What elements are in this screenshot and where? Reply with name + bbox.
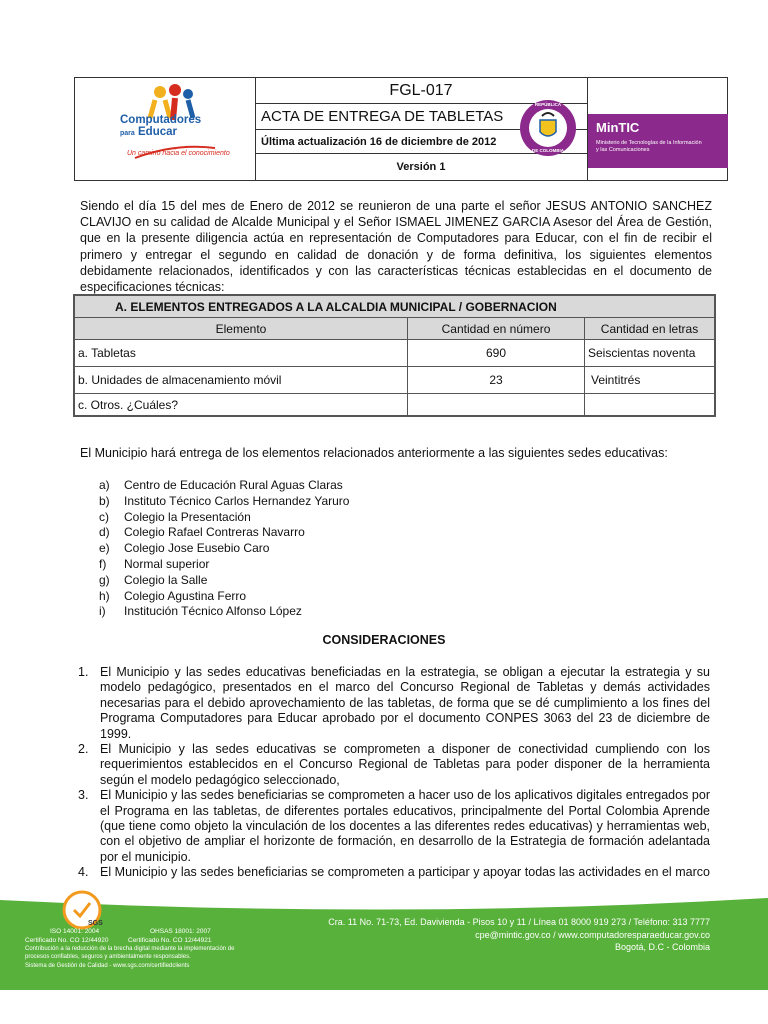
iso-label: ISO 14001: 2004 [50,928,100,935]
list-text: Colegio la Presentación [124,509,251,524]
seal-text-top: REPÚBLICA [534,102,562,107]
mintic-sub1: Ministerio de Tecnologías de la Información [596,140,702,146]
table-cell: c. Otros. ¿Cuáles? [75,394,408,415]
list-marker: a) [99,478,110,492]
mintic-brand: MinTIC [596,120,640,135]
sgs-label: SGS [88,920,103,927]
list-text: Centro de Educación Rural Aguas Claras [124,478,343,492]
computadores-para-educar-logo [75,78,256,180]
table-cell: Veintitrés [591,373,641,387]
logo-text-line2: Educar [138,126,177,138]
list-item [78,665,710,742]
list-marker: i) [99,604,106,619]
document-header [74,77,728,181]
list-item [99,541,349,557]
list-item [78,742,710,788]
list-marker: c) [99,509,109,524]
cert-1: Certificado No. CO 12/44920 [25,937,109,944]
logo-text-line1: Computadores [120,114,202,126]
list-item [99,573,349,589]
list-text: Colegio Agustina Ferro [124,588,247,603]
item-text: El Municipio y las sedes beneficiarias se comprometen a hacer uso de los aplicativos digitales entregados por el Programa en las tabletas, de diferentes portales educativos, principalmente del Portal Colombia Aprende (que tiene como objeto la vinculación de los docentes a las diferentes redes educativas) y herramientas web, con el objetivo de ampliar el horizonte de formación, en desarrollo de la Estrategia de formación adelantada por el municipio. [100,788,710,864]
list-item [78,788,710,865]
column-header: Elemento [75,318,408,339]
footer-address: Cra. 11 No. 71-73, Ed. Davivienda - Pisos 10 y 11 / Línea 01 8000 919 273 / Teléfono: 313 7777 [328,917,710,927]
logo-slogan: Un camino hacia el conocimiento [127,150,230,157]
table-row [75,394,714,415]
item-text: El Municipio y las sedes educativas beneficiadas en la estrategia, se obligan a ejecutar la estrategia y su modelo pedagógico, presentados en el marco del Concurso Regional de Tabletas y demás actividades necesarias para el debido aprovechamiento de las tabletas, de forma que se dé cumplimiento a los fines del Programa Computadores para Educar aprobado por el documento CONPES 3063 del 23 de diciembre de 1999. [100,665,710,741]
list-marker: e) [99,541,110,556]
item-number: 3. [78,788,89,803]
table-title: A. ELEMENTOS ENTREGADOS A LA ALCALDIA MUNICIPAL / GOBERNACION [115,299,557,314]
list-marker: b) [99,493,110,508]
page-footer [0,880,768,990]
logo-text-small: para [120,130,135,137]
seal-text-bottom: DE COLOMBIA [532,148,564,153]
item-text: El Municipio y las sedes educativas se comprometen a disponer de conectividad cumpliendo con los requerimientos establecidos en el Concurso Regional de Tabletas para poder disponer de la herramienta según el modelo pedagógico seleccionado, [100,742,710,787]
footer-web: cpe@mintic.gov.co / www.computadoresparaeducar.gov.co [475,930,710,940]
sgs-note-2: procesos confiables, seguros y ambientalmente responsables. [25,954,191,960]
item-text: El Municipio y las sedes beneficiarias se comprometen a participar y apoyar todas las actividades en el marco [100,865,710,880]
mintic-sub2: y las Comunicaciones [596,147,650,153]
list-item [99,589,349,605]
item-number: 2. [78,742,89,757]
intro-paragraph: Siendo el día 15 del mes de Enero de 2012 se reunieron de una parte el señor JESUS ANTONIO SANCHEZ CLAVIJO en su calidad de Alcalde Municipal y el Señor ISMAEL JIMENEZ GARCIA Asesor del Área de Gestión, que en la presente diligencia actúa en representación de Computadores para Educar, con el fin de recibir el primero y entregar el segundo en calidad de donación y de forma definitiva, los siguientes elementos debidamente relacionados, identificados y con las características técnicas establecidas en el documento de especificaciones técnicas: [80,199,712,295]
column-header: Cantidad en letras [600,321,699,336]
item-number: 4. [78,865,89,880]
table-cell: Seiscientas noventa [588,346,696,360]
list-item [99,604,349,620]
list-marker: f) [99,556,107,571]
list-item [99,525,349,541]
list-text: Colegio Jose Eusebio Caro [124,541,270,556]
sgs-note-3: Sistema de Gestión de Calidad - www.sgs.com/certifiedclients [25,963,190,969]
consideraciones-list [78,665,710,896]
document-title: ACTA DE ENTREGA DE TABLETAS [255,104,587,130]
mintic-logo [532,78,729,180]
list-item [99,557,349,573]
list-text: Institución Técnico Alfonso López [124,604,302,619]
elements-table [73,294,716,417]
list-text: Instituto Técnico Carlos Hernandez Yaruro [124,493,350,508]
version: Versión 1 [396,161,446,173]
cert-2: Certificado No. CO 12/44921 [128,937,212,944]
table-cell [408,394,585,415]
table-header-row [75,318,714,340]
sgs-note-1: Contribución a la reducción de la brecha digital mediante la implementación de [25,946,235,952]
table-cell: a. Tabletas [75,340,408,366]
list-marker: h) [99,588,110,603]
list-item [99,510,349,526]
list-marker: d) [99,525,110,540]
consideraciones-title: CONSIDERACIONES [322,633,446,647]
table-cell [585,394,714,415]
last-updated: Última actualización 16 de diciembre de 2012 [255,130,587,154]
list-text: Colegio la Salle [124,572,208,587]
list-marker: g) [99,572,110,587]
table-cell: 690 [408,340,585,366]
table-title-row [75,296,714,318]
form-code: FGL-017 [255,78,587,104]
footer-city: Bogotá, D.C - Colombia [614,942,710,952]
list-item [99,494,349,510]
sedes-list [99,478,349,620]
table-cell: 23 [408,367,585,393]
column-header: Cantidad en número [408,318,585,339]
table-row [75,340,714,367]
list-text: Colegio Rafael Contreras Navarro [124,525,305,540]
table-row [75,367,714,394]
list-text: Normal superior [124,556,210,571]
list-item [99,478,349,494]
sedes-intro: El Municipio hará entrega de los elementos relacionados anteriormente a las siguientes sedes educativas: [80,446,668,460]
table-cell: b. Unidades de almacenamiento móvil [75,367,408,393]
ohsas-label: OHSAS 18001: 2007 [150,928,211,935]
item-number: 1. [78,665,89,679]
